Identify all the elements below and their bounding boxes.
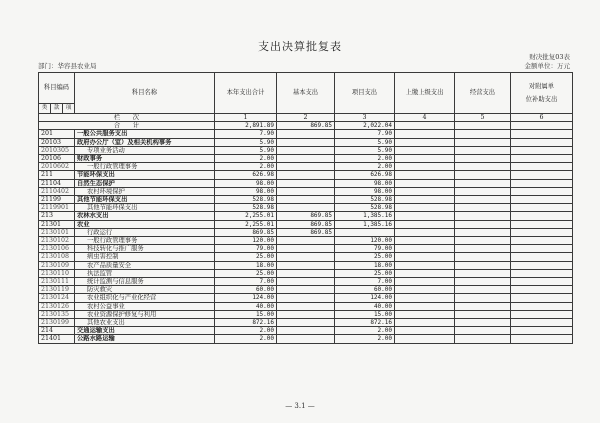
row-code: 211 (39, 171, 75, 179)
row-name: 农业 (75, 220, 215, 228)
table-row (39, 335, 573, 343)
row-name: 一般行政管理事务 (75, 163, 215, 171)
row-upper (395, 245, 455, 253)
row-name: 行政运行 (75, 228, 215, 236)
row-name: 交通运输支出 (75, 327, 215, 335)
column-index-label: 栏 次 (39, 114, 215, 122)
row-project: 124.00 (335, 294, 395, 302)
row-subsidy (511, 245, 573, 253)
header-subsidy-line1: 对附属单 (528, 82, 555, 90)
row-total: 7.00 (215, 278, 277, 286)
header-subsidy-line2: 位补助支出 (525, 96, 558, 103)
row-code: 2110402 (39, 187, 75, 195)
row-business (455, 212, 511, 220)
row-subsidy (511, 204, 573, 212)
table-row (39, 179, 573, 187)
row-code: 21301 (39, 220, 75, 228)
form-meta (525, 53, 571, 71)
row-business (455, 319, 511, 327)
table-row (39, 187, 573, 195)
column-index-2: 2 (277, 114, 335, 122)
row-basic: 869.85 (277, 228, 335, 236)
row-project: 2.00 (335, 335, 395, 343)
table-row (39, 294, 573, 302)
row-total: 869.85 (215, 228, 277, 236)
row-name: 病虫害控制 (75, 253, 215, 261)
row-business (455, 196, 511, 204)
total-label: 合 计 (39, 122, 215, 130)
row-basic: 869.85 (277, 212, 335, 220)
row-subsidy (511, 179, 573, 187)
row-code: 2130119 (39, 286, 75, 294)
row-upper (395, 310, 455, 318)
row-total: 5.90 (215, 138, 277, 146)
row-subsidy (511, 269, 573, 277)
column-index-4: 4 (395, 114, 455, 122)
row-upper (395, 204, 455, 212)
row-project: 872.16 (335, 319, 395, 327)
expenditure-table (38, 72, 573, 344)
header-subject-code: 科目编码 (39, 73, 75, 104)
row-business (455, 163, 511, 171)
row-total: 18.00 (215, 261, 277, 269)
row-total: 98.00 (215, 179, 277, 187)
table-row (39, 286, 573, 294)
row-business (455, 261, 511, 269)
table-row (39, 155, 573, 163)
page-number: — 3.1 — (285, 402, 315, 410)
row-name: 农业资源保护修复与利用 (75, 310, 215, 318)
row-name: 农村环境保护 (75, 187, 215, 195)
row-business (455, 237, 511, 245)
header-total: 本年支出合计 (215, 73, 277, 114)
row-project: 528.98 (335, 204, 395, 212)
column-index-3: 3 (335, 114, 395, 122)
row-subsidy (511, 294, 573, 302)
unit-label: 金额单位：万元 (524, 62, 570, 70)
row-project: 60.00 (335, 286, 395, 294)
row-project: 7.00 (335, 278, 395, 286)
row-basic (277, 187, 335, 195)
row-total: 2.00 (215, 155, 277, 163)
row-upper (395, 237, 455, 245)
row-project: 5.90 (335, 138, 395, 146)
row-subsidy (511, 253, 573, 261)
table-row (39, 220, 573, 228)
row-code: 2130124 (39, 294, 75, 302)
header-upper: 上缴上级支出 (395, 73, 455, 114)
row-subsidy (511, 335, 573, 343)
row-name: 自然生态保护 (75, 179, 215, 187)
row-basic (277, 261, 335, 269)
row-basic (277, 196, 335, 204)
row-code: 21199 (39, 196, 75, 204)
table-row (39, 171, 573, 179)
header-subsidy (511, 73, 573, 114)
row-code: 2130108 (39, 253, 75, 261)
row-total: 528.98 (215, 204, 277, 212)
table-row (39, 319, 573, 327)
row-total: 60.00 (215, 286, 277, 294)
row-project: 120.00 (335, 237, 395, 245)
header-row (39, 73, 573, 104)
row-basic: 869.85 (277, 220, 335, 228)
row-business (455, 138, 511, 146)
table-row (39, 302, 573, 310)
row-project: 1,385.16 (335, 220, 395, 228)
table-row (39, 310, 573, 318)
row-subsidy (511, 319, 573, 327)
row-business (455, 253, 511, 261)
row-code: 2010305 (39, 146, 75, 154)
row-name: 节能环保支出 (75, 171, 215, 179)
row-name: 专项业务活动 (75, 146, 215, 154)
column-index-5: 5 (455, 114, 511, 122)
row-upper (395, 319, 455, 327)
row-subsidy (511, 187, 573, 195)
row-name: 农林水支出 (75, 212, 215, 220)
row-name: 财政事务 (75, 155, 215, 163)
row-name: 防灾救灾 (75, 286, 215, 294)
row-business (455, 146, 511, 154)
row-total: 528.98 (215, 196, 277, 204)
row-basic (277, 146, 335, 154)
row-basic (277, 155, 335, 163)
row-name: 统计监测与信息服务 (75, 278, 215, 286)
row-basic (277, 163, 335, 171)
row-upper (395, 163, 455, 171)
row-business (455, 286, 511, 294)
table-row (39, 327, 573, 335)
row-project: 98.00 (335, 187, 395, 195)
row-project: 1,385.16 (335, 212, 395, 220)
row-project: 25.00 (335, 253, 395, 261)
row-basic (277, 130, 335, 138)
row-name: 公路水路运输 (75, 335, 215, 343)
row-name: 政府办公厅（室）及相关机构事务 (75, 138, 215, 146)
table-row (39, 278, 573, 286)
row-business (455, 187, 511, 195)
row-basic (277, 253, 335, 261)
row-basic (277, 286, 335, 294)
row-upper (395, 302, 455, 310)
row-subsidy (511, 261, 573, 269)
row-total: 626.98 (215, 171, 277, 179)
row-subsidy (511, 327, 573, 335)
header-basic: 基本支出 (277, 73, 335, 114)
page-title: 支出决算批复表 (258, 40, 342, 53)
row-upper (395, 196, 455, 204)
table-row (39, 196, 573, 204)
row-business (455, 204, 511, 212)
row-basic (277, 269, 335, 277)
table-body (39, 130, 573, 343)
table-row (39, 204, 573, 212)
row-subsidy (511, 228, 573, 236)
total-project: 2,022.04 (335, 122, 395, 130)
row-business (455, 171, 511, 179)
row-basic (277, 237, 335, 245)
table-row (39, 228, 573, 236)
row-total: 15.00 (215, 310, 277, 318)
table-row (39, 253, 573, 261)
row-basic (277, 278, 335, 286)
row-code: 21401 (39, 335, 75, 343)
row-project: 15.00 (335, 310, 395, 318)
row-upper (395, 335, 455, 343)
row-code: 2130101 (39, 228, 75, 236)
row-basic (277, 302, 335, 310)
row-upper (395, 286, 455, 294)
row-project: 40.00 (335, 302, 395, 310)
row-project: 98.00 (335, 179, 395, 187)
row-code: 2130106 (39, 245, 75, 253)
row-subsidy (511, 171, 573, 179)
row-code: 2130110 (39, 269, 75, 277)
table-row (39, 237, 573, 245)
row-business (455, 278, 511, 286)
row-project: 2.00 (335, 327, 395, 335)
row-upper (395, 138, 455, 146)
row-code: 2130135 (39, 310, 75, 318)
row-basic (277, 319, 335, 327)
row-business (455, 220, 511, 228)
row-total: 120.00 (215, 237, 277, 245)
row-upper (395, 212, 455, 220)
row-subsidy (511, 278, 573, 286)
row-upper (395, 171, 455, 179)
row-subsidy (511, 163, 573, 171)
department-label: 部门：华容县农业局 (38, 62, 97, 70)
row-name: 其他节能环保支出 (75, 196, 215, 204)
row-code: 2130102 (39, 237, 75, 245)
row-business (455, 269, 511, 277)
row-total: 98.00 (215, 187, 277, 195)
row-basic (277, 335, 335, 343)
row-upper (395, 130, 455, 138)
row-code: 20106 (39, 155, 75, 163)
row-code: 2130109 (39, 261, 75, 269)
row-basic (277, 179, 335, 187)
header-lei: 类 (39, 104, 51, 114)
row-project: 18.00 (335, 261, 395, 269)
row-project: 2.00 (335, 163, 395, 171)
column-index-1: 1 (215, 114, 277, 122)
row-total: 2.00 (215, 335, 277, 343)
row-upper (395, 228, 455, 236)
row-upper (395, 253, 455, 261)
row-project: 79.00 (335, 245, 395, 253)
row-upper (395, 187, 455, 195)
row-subsidy (511, 130, 573, 138)
row-name: 执法监管 (75, 269, 215, 277)
column-index-row (39, 114, 573, 122)
row-project: 626.98 (335, 171, 395, 179)
table-row (39, 138, 573, 146)
table-row (39, 130, 573, 138)
row-project: 528.98 (335, 196, 395, 204)
row-code: 2010602 (39, 163, 75, 171)
row-business (455, 245, 511, 253)
row-total: 79.00 (215, 245, 277, 253)
row-basic (277, 245, 335, 253)
column-index-6: 6 (511, 114, 573, 122)
row-total: 25.00 (215, 253, 277, 261)
row-business (455, 302, 511, 310)
table-row (39, 212, 573, 220)
row-code: 21104 (39, 179, 75, 187)
row-business (455, 155, 511, 163)
row-code: 20103 (39, 138, 75, 146)
row-upper (395, 261, 455, 269)
header-xiang: 项 (63, 104, 75, 114)
row-total: 2.00 (215, 327, 277, 335)
row-upper (395, 220, 455, 228)
row-subsidy (511, 155, 573, 163)
header-project: 项目支出 (335, 73, 395, 114)
header-business: 经营支出 (455, 73, 511, 114)
row-business (455, 130, 511, 138)
table-row (39, 261, 573, 269)
row-total: 5.90 (215, 146, 277, 154)
row-basic (277, 204, 335, 212)
row-project: 25.00 (335, 269, 395, 277)
row-project: 7.90 (335, 130, 395, 138)
table-row (39, 269, 573, 277)
form-code: 财决批复03表 (529, 53, 570, 61)
row-subsidy (511, 237, 573, 245)
row-upper (395, 278, 455, 286)
row-subsidy (511, 212, 573, 220)
total-row (39, 122, 573, 130)
row-subsidy (511, 146, 573, 154)
row-name: 一般行政管理事务 (75, 237, 215, 245)
total-basic: 869.85 (277, 122, 335, 130)
row-basic (277, 327, 335, 335)
row-total: 25.00 (215, 269, 277, 277)
row-business (455, 179, 511, 187)
row-name: 科技转化与推广服务 (75, 245, 215, 253)
row-subsidy (511, 138, 573, 146)
row-total: 2,255.01 (215, 220, 277, 228)
row-code: 213 (39, 212, 75, 220)
row-total: 2,255.01 (215, 212, 277, 220)
row-total: 872.16 (215, 319, 277, 327)
row-subsidy (511, 310, 573, 318)
row-code: 214 (39, 327, 75, 335)
row-total: 7.90 (215, 130, 277, 138)
row-business (455, 228, 511, 236)
row-subsidy (511, 196, 573, 204)
row-code: 2130199 (39, 319, 75, 327)
row-subsidy (511, 220, 573, 228)
row-name: 农业组织化与产业化经营 (75, 294, 215, 302)
row-total: 40.00 (215, 302, 277, 310)
row-name: 一般公共服务支出 (75, 130, 215, 138)
row-name: 其他农业支出 (75, 319, 215, 327)
total-amount: 2,891.89 (215, 122, 277, 130)
row-upper (395, 155, 455, 163)
row-total: 2.00 (215, 163, 277, 171)
row-basic (277, 138, 335, 146)
row-upper (395, 179, 455, 187)
row-basic (277, 310, 335, 318)
row-name: 农产品质量安全 (75, 261, 215, 269)
row-business (455, 327, 511, 335)
header-kuan: 款 (51, 104, 63, 114)
row-basic (277, 294, 335, 302)
table-row (39, 146, 573, 154)
row-business (455, 310, 511, 318)
table-row (39, 163, 573, 171)
row-code: 201 (39, 130, 75, 138)
row-project (335, 228, 395, 236)
row-business (455, 335, 511, 343)
header-subject-name: 科目名称 (75, 73, 215, 114)
row-subsidy (511, 302, 573, 310)
row-basic (277, 171, 335, 179)
row-upper (395, 146, 455, 154)
row-project: 2.00 (335, 155, 395, 163)
table-row (39, 245, 573, 253)
row-upper (395, 269, 455, 277)
row-upper (395, 294, 455, 302)
row-subsidy (511, 286, 573, 294)
row-code: 2130111 (39, 278, 75, 286)
row-business (455, 294, 511, 302)
row-name: 农村公益事业 (75, 302, 215, 310)
row-name: 其他节能环保支出 (75, 204, 215, 212)
row-total: 124.00 (215, 294, 277, 302)
row-upper (395, 327, 455, 335)
row-code: 2130126 (39, 302, 75, 310)
row-code: 2119901 (39, 204, 75, 212)
row-project: 5.90 (335, 146, 395, 154)
